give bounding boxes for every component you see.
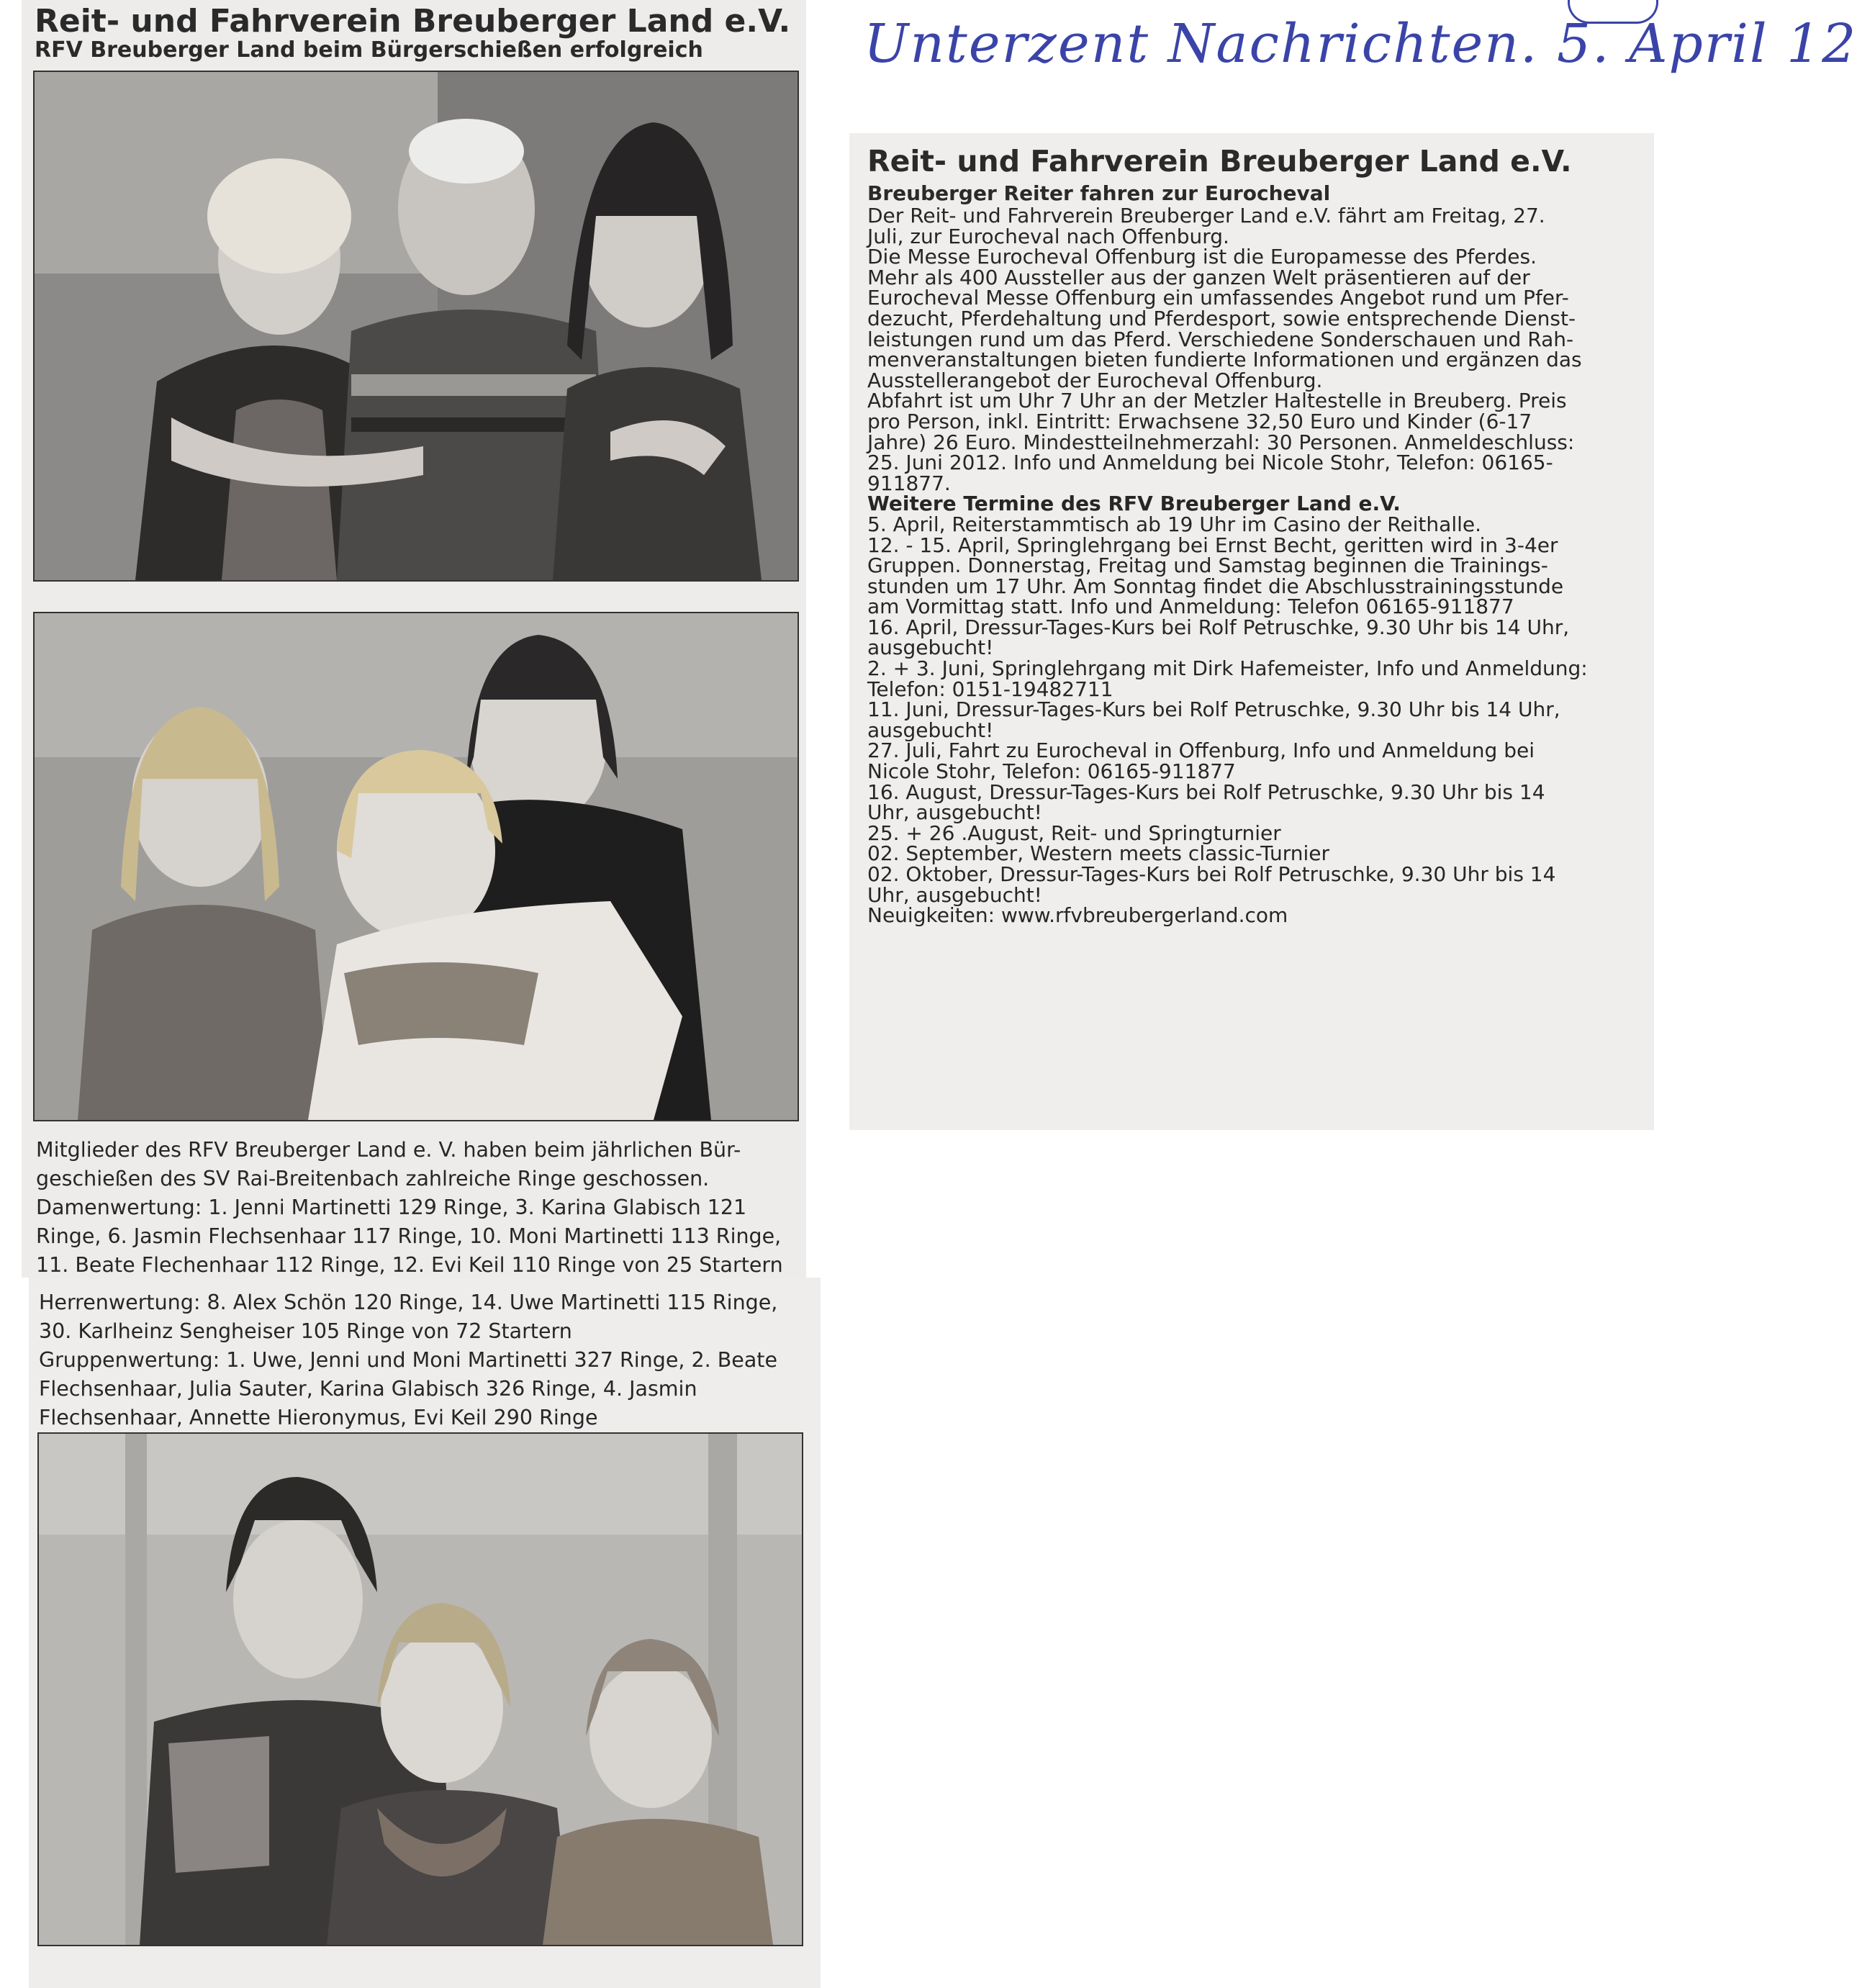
continuation-line: Gruppenwertung: 1. Uwe, Jenni und Moni Martinetti 327 Ringe, 2. Beate [39, 1348, 777, 1372]
body-line: Mehr als 400 Aussteller aus der ganzen Welt präsentieren auf der [867, 265, 1530, 289]
dates-line: ausgebucht! [867, 718, 994, 742]
continuation-line: Flechsenhaar, Annette Hieronymus, Evi Keil 290 Ringe [39, 1406, 598, 1429]
body-line: 25. Juni 2012. Info und Anmeldung bei Nicole Stohr, Telefon: 06165- [867, 451, 1553, 475]
body-line: Jahre) 26 Euro. Mindestteilnehmerzahl: 30 Personen. Anmeldeschluss: [867, 430, 1575, 454]
dates-line: 2. + 3. Juni, Springlehrgang mit Dirk Hafemeister, Info und Anmeldung: [867, 656, 1588, 681]
dates-line: ausgebucht! [867, 636, 994, 660]
left-headline: Reit- und Fahrverein Breuberger Land e.V. [35, 3, 791, 40]
photo-group-three-adults [33, 71, 799, 582]
handwritten-source-note: Unterzent Nachrichten. 5. April 12 [864, 13, 1857, 75]
dates-line: 02. Oktober, Dressur-Tages-Kurs bei Rolf Petruschke, 9.30 Uhr bis 14 [867, 862, 1556, 886]
left-continuation-text [39, 1288, 809, 1432]
body-line: Der Reit- und Fahrverein Breuberger Land e.V. fährt am Freitag, 27. [867, 204, 1545, 227]
dates-line: Uhr, ausgebucht! [867, 882, 1042, 907]
continuation-line: Herrenwertung: 8. Alex Schön 120 Ringe, 14. Uwe Martinetti 115 Ringe, [39, 1291, 778, 1314]
body-line: Ausstellerangebot der Eurocheval Offenburg. [867, 368, 1323, 392]
right-headline: Reit- und Fahrverein Breuberger Land e.V. [867, 144, 1572, 179]
right-body [867, 206, 1648, 926]
caption-line: 11. Beate Flechenhaar 112 Ringe, 12. Evi Keil 110 Ringe von 25 Startern [36, 1253, 783, 1277]
dates-line: Nicole Stohr, Telefon: 06165-911877 [867, 759, 1236, 784]
dates-line: 02. September, Western meets classic-Turnier [867, 841, 1330, 866]
dates-line: 16. August, Dressur-Tages-Kurs bei Rolf Petruschke, 9.30 Uhr bis 14 [867, 780, 1545, 804]
continuation-line: 30. Karlheinz Sengheiser 105 Ringe von 72 Startern [39, 1319, 572, 1343]
body-line: pro Person, inkl. Eintritt: Erwachsene 32,50 Euro und Kinder (6-17 [867, 409, 1532, 433]
body-line: 911877. [867, 471, 951, 495]
caption-line: geschießen des SV Rai-Breitenbach zahlreiche Ringe geschossen. [36, 1167, 710, 1190]
caption-line: Ringe, 6. Jasmin Flechsenhaar 117 Ringe, 10. Moni Martinetti 113 Ringe, [36, 1224, 782, 1248]
body-line: Juli, zur Eurocheval nach Offenburg. [867, 224, 1229, 248]
dates-line: Gruppen. Donnerstag, Freitag und Samstag beginnen die Trainings- [867, 554, 1548, 578]
dates-line: 5. April, Reiterstammtisch ab 19 Uhr im Casino der Reithalle. [867, 512, 1482, 536]
dates-line: Telefon: 0151-19482711 [867, 677, 1113, 701]
body-line: Abfahrt ist um Uhr 7 Uhr an der Metzler Haltestelle in Breuberg. Preis [867, 389, 1567, 413]
dates-line: 25. + 26 .August, Reit- und Springturnier [867, 821, 1281, 845]
body-line: Eurocheval Messe Offenburg ein umfassendes Angebot rund um Pfer- [867, 286, 1569, 310]
dates-line: 11. Juni, Dressur-Tages-Kurs bei Rolf Petruschke, 9.30 Uhr bis 14 Uhr, [867, 697, 1560, 722]
photo-3-graphic [39, 1434, 802, 1945]
dates-heading: Weitere Termine des RFV Breuberger Land e.V. [867, 492, 1401, 516]
dates-line: stunden um 17 Uhr. Am Sonntag findet die Abschlusstrainingsstunde [867, 574, 1564, 598]
body-line: leistungen rund um das Pferd. Verschiedene Sonderschauen und Rah- [867, 327, 1574, 351]
photo-1-graphic [35, 72, 798, 580]
body-line: Die Messe Eurocheval Offenburg ist die Europamesse des Pferdes. [867, 245, 1537, 269]
right-subheadline: Breuberger Reiter fahren zur Eurocheval [867, 181, 1331, 205]
left-subheadline: RFV Breuberger Land beim Bürgerschießen erfolgreich [35, 37, 703, 63]
photo-2-graphic [35, 613, 798, 1120]
caption-line: Mitglieder des RFV Breuberger Land e. V. haben beim jährlichen Bür- [36, 1138, 741, 1162]
caption-line: Damenwertung: 1. Jenni Martinetti 129 Ringe, 3. Karina Glabisch 121 [36, 1196, 747, 1219]
body-line: menveranstaltungen bieten fundierte Informationen und ergänzen das [867, 348, 1582, 372]
dates-line: 27. Juli, Fahrt zu Eurocheval in Offenburg, Info und Anmeldung bei [867, 738, 1535, 763]
body-line: dezucht, Pferdehaltung und Pferdesport, sowie entsprechende Dienst- [867, 306, 1576, 330]
dates-line: 12. - 15. April, Springlehrgang bei Ernst Becht, geritten wird in 3-4er [867, 533, 1558, 557]
dates-line: am Vormittag statt. Info und Anmeldung: Telefon 06165-911877 [867, 595, 1514, 619]
photo-three-women-bottom [37, 1432, 803, 1946]
left-caption [36, 1136, 799, 1280]
website-line: Neuigkeiten: www.rfvbreubergerland.com [867, 903, 1288, 928]
continuation-line: Flechsenhaar, Julia Sauter, Karina Glabisch 326 Ringe, 4. Jasmin [39, 1377, 697, 1401]
dates-line: 16. April, Dressur-Tages-Kurs bei Rolf Petruschke, 9.30 Uhr bis 14 Uhr, [867, 615, 1570, 639]
photo-group-three-women [33, 612, 799, 1121]
dates-line: Uhr, ausgebucht! [867, 800, 1042, 825]
handwritten-mark [1568, 0, 1658, 24]
